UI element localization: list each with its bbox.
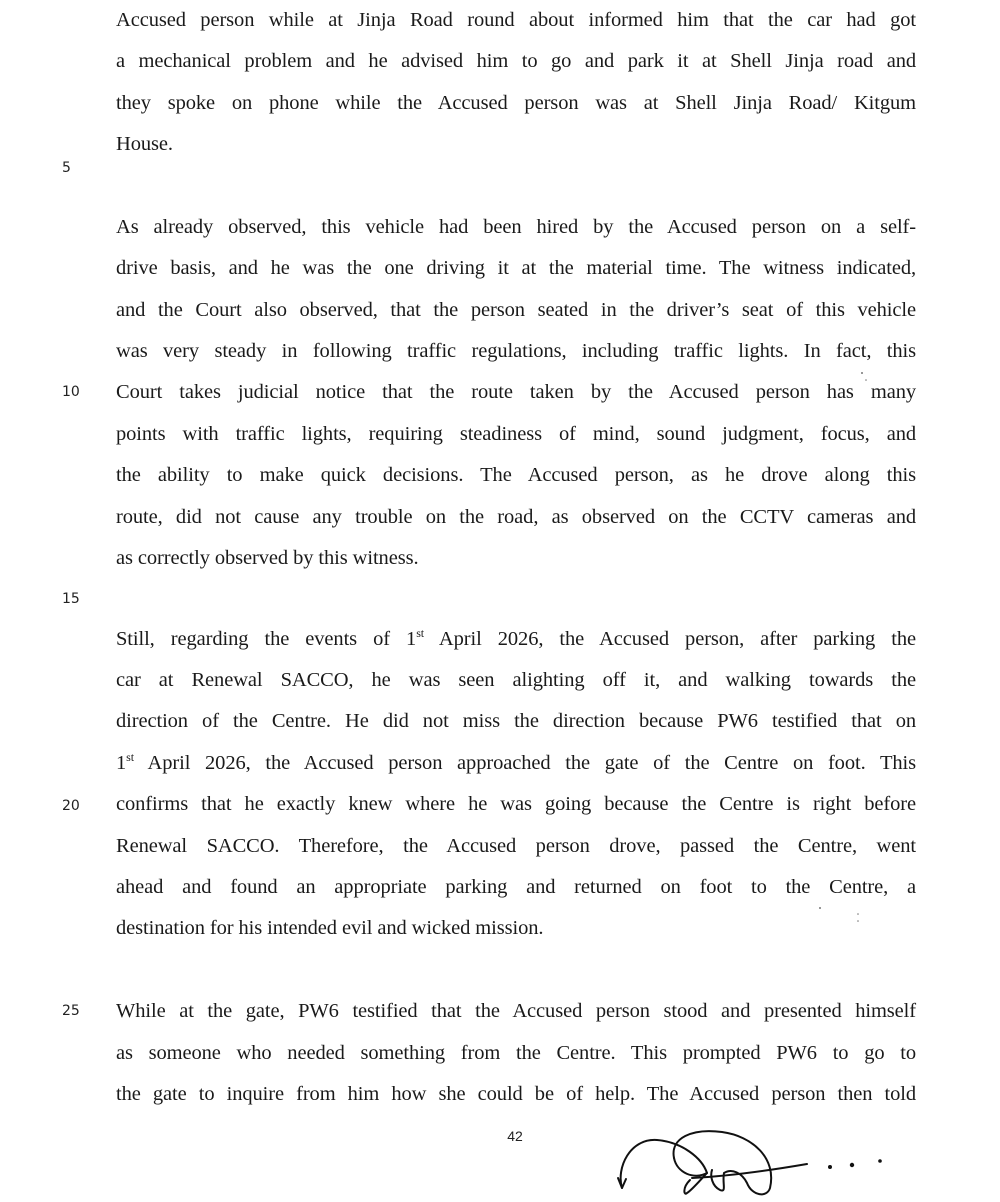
text-line — [116, 750, 916, 776]
text-line: House. — [116, 133, 173, 155]
text-line: Accused person while at Jinja Road round about informed him that the car had got — [116, 9, 916, 31]
line-number: 10 — [62, 384, 80, 400]
ordinal-suffix: st — [416, 626, 424, 640]
text-line: As already observed, this vehicle had been hired by the Accused person on a self- — [116, 216, 916, 238]
text-line: car at Renewal SACCO, he was seen alighting off it, and walking towards the — [116, 669, 916, 691]
text-line: drive basis, and he was the one driving it at the material time. The witness indicated, — [116, 257, 916, 279]
text-line: Court takes judicial notice that the route taken by the Accused person has many — [116, 381, 916, 403]
text-line: destination for his intended evil and wicked mission. — [116, 917, 544, 939]
signature-icon — [612, 1118, 882, 1198]
text-line: and the Court also observed, that the person seated in the driver’s seat of this vehicle — [116, 299, 916, 321]
line-number: 5 — [62, 160, 71, 176]
text-line: direction of the Centre. He did not miss the direction because PW6 testified that on — [116, 710, 916, 732]
text-line — [116, 626, 916, 652]
text-line: as someone who needed something from the Centre. This prompted PW6 to go to — [116, 1042, 916, 1064]
text-line: route, did not cause any trouble on the road, as observed on the CCTV cameras and — [116, 506, 916, 528]
text-line: the ability to make quick decisions. The Accused person, as he drove along this — [116, 464, 916, 486]
ordinal-suffix: st — [126, 750, 134, 764]
text-line: While at the gate, PW6 testified that the Accused person stood and presented himself — [116, 1000, 916, 1022]
line-number: 20 — [62, 798, 80, 814]
text-line: as correctly observed by this witness. — [116, 547, 419, 569]
text-segment: April 2026, the Accused person approached the gate of the Centre on foot. This — [133, 752, 916, 774]
text-segment: Still, regarding the events of 1 — [116, 628, 417, 650]
text-segment: 1 — [116, 752, 127, 774]
page-number: 42 — [507, 1128, 523, 1144]
text-line: a mechanical problem and he advised him to go and park it at Shell Jinja road and — [116, 50, 916, 72]
line-number: 15 — [62, 591, 80, 607]
text-line: points with traffic lights, requiring steadiness of mind, sound judgment, focus, and — [116, 423, 916, 445]
text-line: confirms that he exactly knew where he was going because the Centre is right before — [116, 793, 916, 815]
text-line: they spoke on phone while the Accused person was at Shell Jinja Road/ Kitgum — [116, 92, 916, 114]
text-line: was very steady in following traffic regulations, including traffic lights. In fact, this — [116, 340, 916, 362]
line-number: 25 — [62, 1003, 80, 1019]
text-line: Renewal SACCO. Therefore, the Accused person drove, passed the Centre, went — [116, 835, 916, 857]
text-line: ahead and found an appropriate parking and returned on foot to the Centre, a — [116, 876, 916, 898]
text-segment: April 2026, the Accused person, after parking the — [424, 628, 916, 650]
text-line: the gate to inquire from him how she could be of help. The Accused person then told — [116, 1083, 916, 1105]
